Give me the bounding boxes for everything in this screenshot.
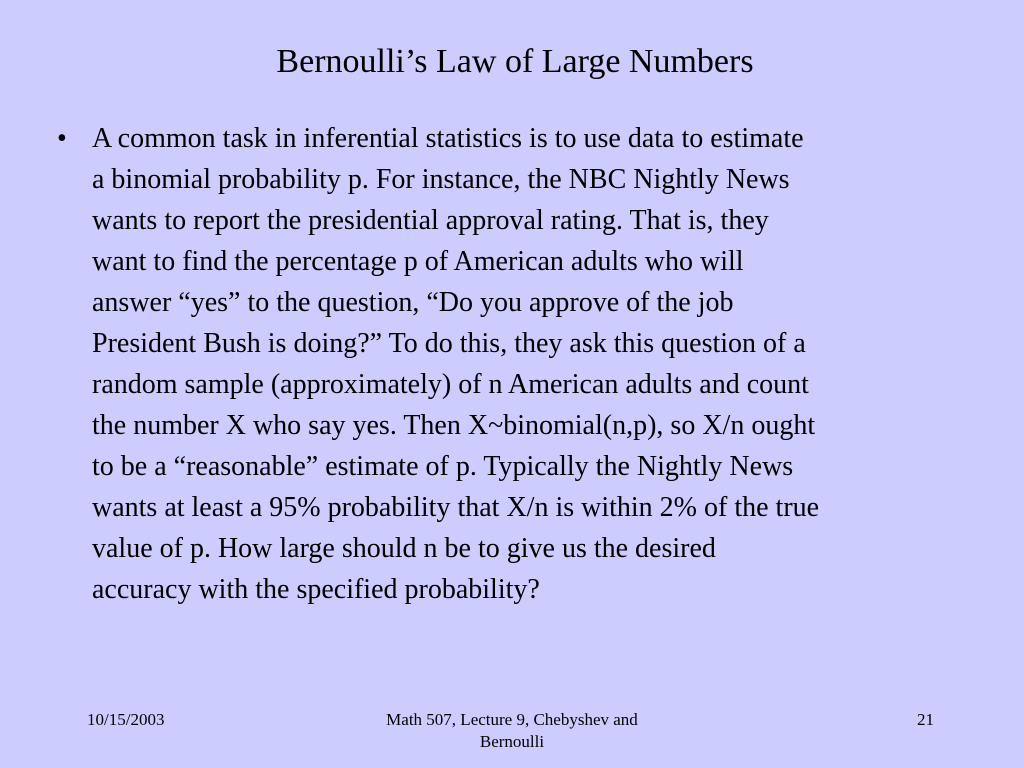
bullet-icon: • xyxy=(57,123,67,154)
bullet-list xyxy=(57,118,987,610)
slide-title: Bernoulli’s Law of Large Numbers xyxy=(276,43,754,80)
footer-date: 10/15/2003 xyxy=(87,710,165,729)
footer-course-title: Math 507, Lecture 9, Chebyshev and Bernoulli xyxy=(386,710,638,751)
footer-page-number: 21 xyxy=(917,710,934,729)
bullet-text: A common task in inferential statistics is to use data to estimate a binomial probability p. For instance, the NBC Nightly News wants to report the presidential approval rating. That is, they want to find the percentage p of American adults who will answer “yes” to the question, “Do you approve of the job President Bush is doing?” To do this, they ask this question of a random sample (approximately) of n American adults and count the number X who say yes. Then X~binomial(n,p), so X/n ought to be a “reasonable” estimate of p. Typically the Nightly News wants at least a 95% probability that X/n is within 2% of the true value of p. How large should n be to give us the desired accuracy with the specified probability? xyxy=(92,123,820,605)
bullet-item xyxy=(57,118,987,610)
